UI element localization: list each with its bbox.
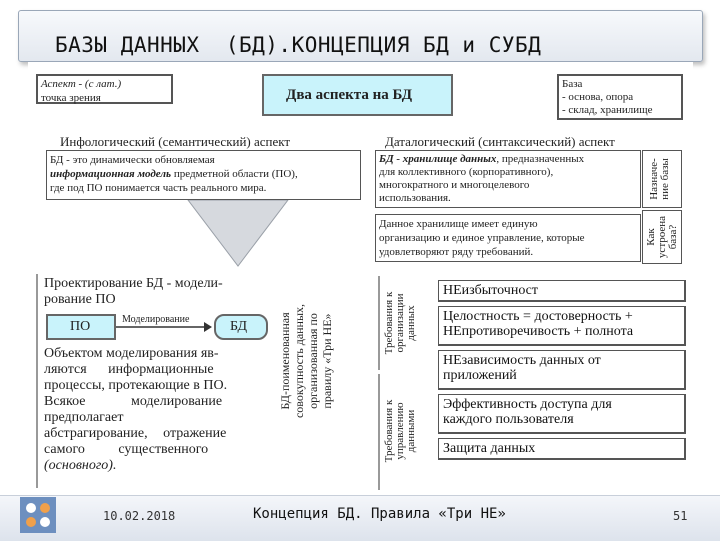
storage-description-box [375,214,641,262]
org-requirements-label: Требования к организации данных [383,291,417,355]
modeling-arrow-icon [116,320,212,334]
base-line-1: База [562,78,583,90]
page-number: 51 [673,509,688,523]
data-def-line-1-rest: , предназначенных [496,153,585,165]
bd-named-collection-box [276,274,340,450]
po-box [46,314,116,340]
info-def-emphasis: информационная модель [50,168,172,180]
infological-heading: Инфологический (семантический) аспект [60,134,291,149]
design-para-8: (основного). [44,458,117,473]
modeling-label: Моделирование [122,314,190,325]
data-def-emphasis: БД - хранилище данных [379,153,497,165]
purpose-side-label: Назначе- ние базы [648,158,671,200]
design-line-2: рование ПО [44,292,116,307]
aspect-line-2: точка зрения [41,92,101,104]
footer-date: 10.02.2018 [103,509,176,523]
design-para-3: процессы, протекающие в ПО. [44,378,228,393]
infological-definition-box [46,150,361,200]
datalogical-heading: Даталогический (синтаксический) аспект [385,134,615,149]
storage-line-2: организацию и единое управление, которые [379,232,585,244]
info-def-line-3: где под ПО понимается часть реального мира. [50,182,267,194]
design-para-4: Всякое моделирование [44,394,223,409]
info-def-line-1: БД - это динамически обновляемая [50,154,215,166]
footer-title: Концепция БД. Правила «Три НЕ» [253,506,506,522]
po-label: ПО [70,319,91,334]
info-def-line-2-rest: предметной области (ПО), [171,168,298,180]
design-para-6: абстрагирование, отражение [44,426,227,441]
requirement-integrity-line-1: Целостность = достоверность + [443,309,633,324]
design-para-7: самого существенного [44,442,209,457]
storage-line-3: удовлетворяют ряду требований. [379,246,534,258]
data-def-line-4: использования. [379,192,451,204]
design-para-2: ляются информационные [44,362,214,377]
requirement-efficiency-line-1: Эффективность доступа для [443,397,612,412]
requirement-integrity-line-2: НЕпротиворечивость + полнота [443,324,634,339]
data-def-line-1 [379,153,584,165]
down-arrow-icon [178,200,298,270]
info-def-line-2 [50,168,298,180]
structure-side-box [642,210,682,264]
design-block [36,274,272,488]
design-para-5: предполагает [44,410,124,425]
requirement-redundancy-text: НЕизбыточност [443,283,538,298]
base-definition-box [557,74,683,120]
base-line-2: - основа, опора [562,91,634,103]
aspect-definition-box [36,74,173,104]
requirement-redundancy [438,280,686,302]
mgmt-requirements-label: Требования к управлению данными [383,399,417,463]
design-para-1: Объектом моделирования яв- [44,346,219,361]
logo-icon [20,497,56,533]
aspect-line-1: Аспект - (с лат.) [41,78,122,90]
requirement-integrity [438,306,686,346]
bd-named-collection-label: БД-поименованная совокупность данных, организованная по правилу «Три НЕ» [278,303,334,419]
structure-side-label: Как устроена база? [645,215,679,259]
mgmt-requirements-box [378,374,438,490]
datalogical-definition-box [375,150,641,208]
org-requirements-box [378,276,438,370]
design-line-1: Проектирование БД - модели- [44,276,223,291]
requirement-protection [438,438,686,460]
base-line-3: - склад, хранилище [562,104,653,116]
title-banner [18,10,703,62]
bd-label: БД [230,319,248,334]
two-aspects-label: Два аспекта на БД [286,87,413,103]
storage-line-1: Данное хранилище имеет единую [379,218,538,230]
requirement-independence-line-1: НЕзависимость данных от [443,353,601,368]
requirement-efficiency-line-2: каждого пользователя [443,412,574,427]
data-def-line-2: для коллективного (корпоративного), [379,166,554,178]
requirement-efficiency [438,394,686,434]
two-aspects-box [262,74,453,116]
purpose-side-box [642,150,682,208]
requirement-independence [438,350,686,390]
bd-box [214,314,268,340]
slide-title: БАЗЫ ДАННЫХ (БД).КОНЦЕПЦИЯ БД и СУБД [55,33,542,57]
data-def-line-3: многократного и многоцелевого [379,179,530,191]
requirement-protection-text: Защита данных [443,441,536,456]
requirement-independence-line-2: приложений [443,368,517,383]
